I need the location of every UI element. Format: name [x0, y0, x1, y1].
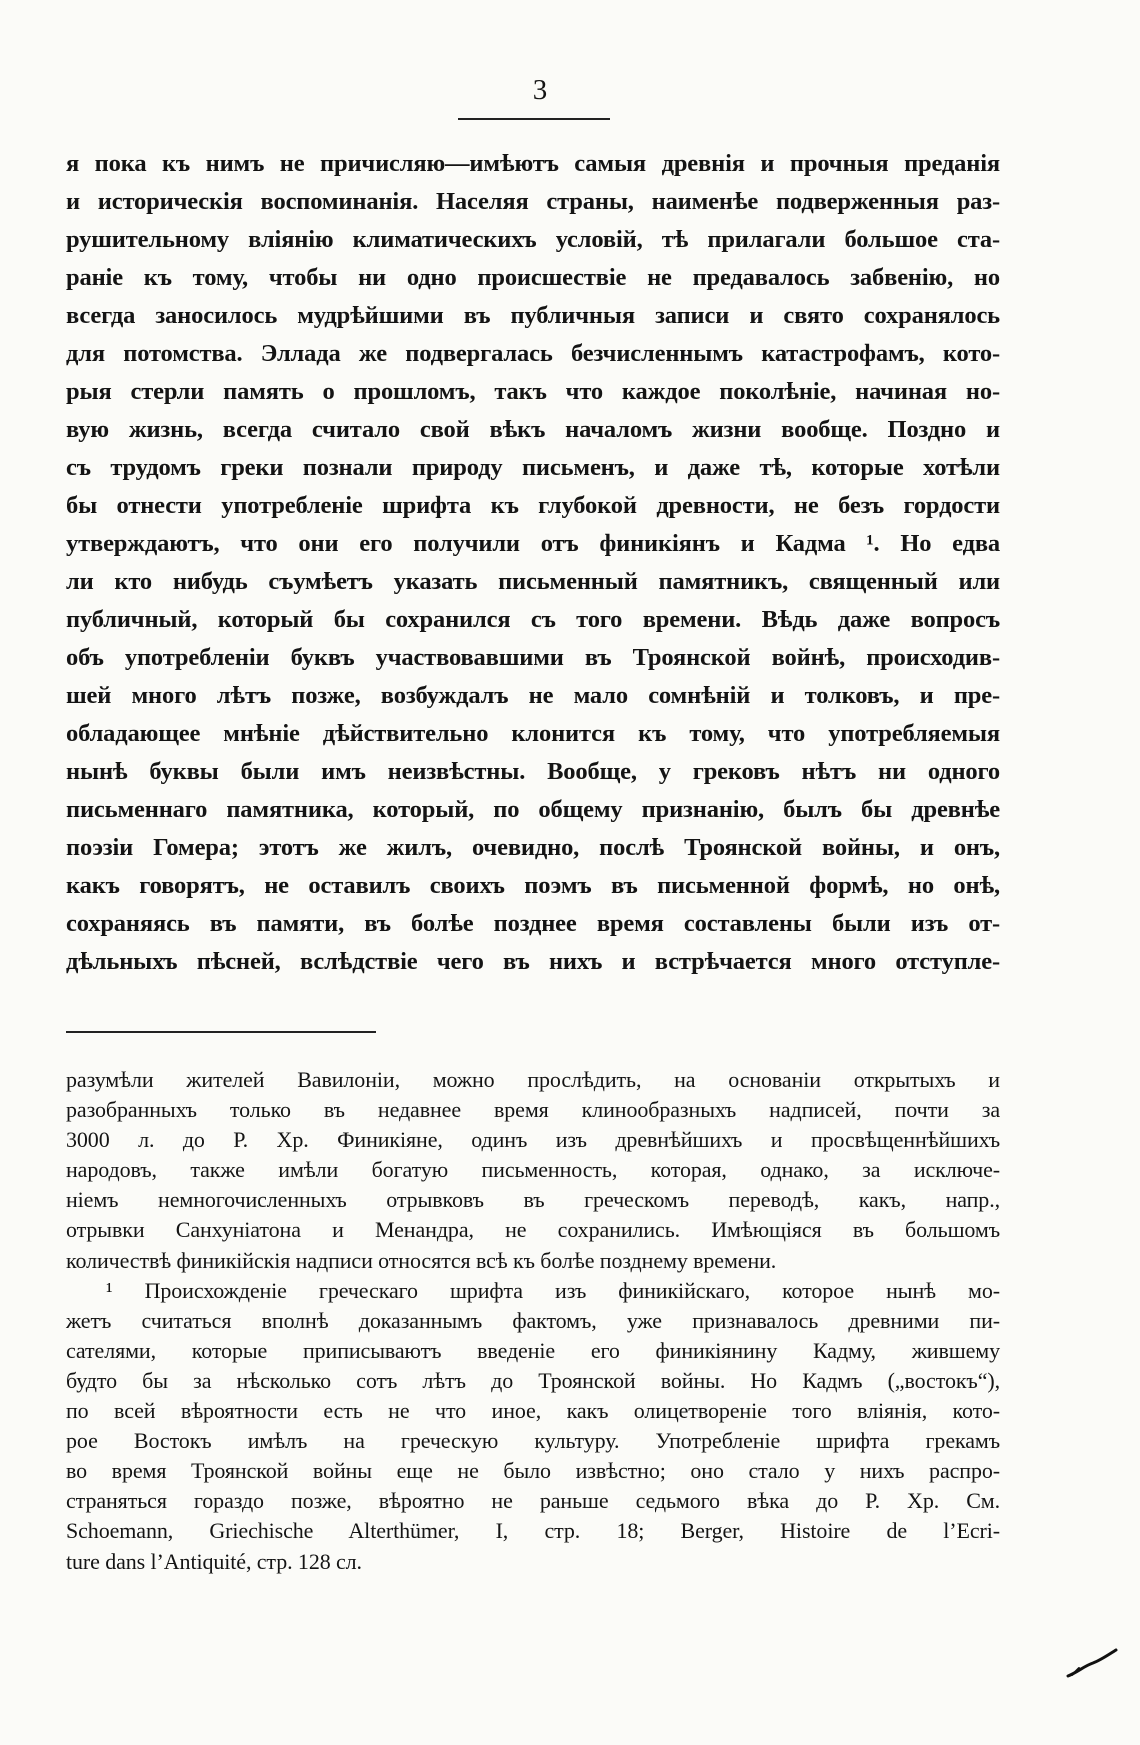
footnote-continued-line: разобранныхъ только въ недавнее время клинообразныхъ надписей, почти за	[66, 1097, 1000, 1123]
footnote-continued-line: отрывки Санхуніатона и Менандра, не сохранились. Имѣющіяся въ большомъ	[66, 1217, 1000, 1243]
footnote-one-line: будто бы за нѣсколько сотъ лѣтъ до Троянской войны. Но Кадмъ („востокъ“),	[66, 1367, 1000, 1393]
main-text-line: для потомства. Эллада же подвергалась безчисленнымъ катастрофамъ, кото-	[66, 340, 1000, 367]
main-text-line: какъ говорятъ, не оставилъ своихъ поэмъ въ письменной формѣ, но онѣ,	[66, 872, 1000, 899]
main-text-line: бы отнести употребленіе шрифта къ глубокой древности, не безъ гордости	[66, 492, 1000, 519]
main-text-line: утверждаютъ, что они его получили отъ финикіянъ и Кадма ¹. Но едва	[66, 530, 1000, 557]
main-text-line: публичный, который бы сохранился съ того времени. Вѣдь даже вопросъ	[66, 606, 1000, 633]
page-number-rule	[458, 118, 610, 120]
page-number: 3	[532, 74, 548, 106]
main-text-line: раніе къ тому, чтобы ни одно происшествіе не предавалось забвенію, но	[66, 264, 1000, 291]
printer-mark-icon	[1066, 1647, 1118, 1681]
footnote-one-line: страняться гораздо позже, вѣроятно не раньше седьмого вѣка до Р. Хр. См.	[66, 1488, 1000, 1514]
footnote-continued-line: ніемъ немногочисленныхъ отрывковъ въ греческомъ переводѣ, какъ, напр.,	[66, 1187, 1000, 1213]
footnote-one-line: сателями, которые приписываютъ введеніе его финикіянину Кадму, жившему	[66, 1337, 1000, 1363]
main-text-line: всегда заносилось мудрѣйшими въ публичныя записи и свято сохранялось	[66, 302, 1000, 329]
footnote-separator	[66, 1031, 376, 1033]
footnote-one-line: ture dans l’Antiquité, стр. 128 сл.	[66, 1548, 362, 1574]
main-text-line: и историческія воспоминанія. Населяя страны, наименѣе подверженныя раз-	[66, 188, 1000, 215]
footnote-continued-line: количествѣ финикійскія надписи относятся всѣ къ болѣе позднему времени.	[66, 1247, 777, 1273]
main-text-line: объ употребленіи буквъ участвовавшими въ Троянской войнѣ, происходив-	[66, 644, 1000, 671]
footnotes	[66, 1065, 1000, 1577]
main-text-line: шей много лѣтъ позже, возбуждалъ не мало сомнѣній и толковъ, и пре-	[66, 682, 1000, 709]
footnote-continued-line: разумѣли жителей Вавилоніи, можно прослѣдить, на основаніи открытыхъ и	[66, 1067, 1000, 1092]
main-text-line: рыя стерли память о прошломъ, такъ что каждое поколѣніе, начиная но-	[66, 378, 1000, 405]
main-text-line: дѣльныхъ пѣсней, вслѣдствіе чего въ нихъ и встрѣчается много отступле-	[66, 948, 1000, 975]
main-text-line: рушительному вліянію климатическихъ условій, тѣ прилагали большое ста-	[66, 226, 1000, 253]
footnote-one-line: по всей вѣроятности есть не что иное, какъ олицетвореніе того вліянія, кото-	[66, 1398, 1000, 1424]
main-text-line: съ трудомъ греки познали природу письменъ, и даже тѣ, которые хотѣли	[66, 454, 1000, 481]
footnote-one-line: ¹ Происхожденіе греческаго шрифта изъ финикійскаго, которое нынѣ мо-	[106, 1277, 1000, 1303]
main-text-line: сохраняясь въ памяти, въ болѣе позднее время составлены были изъ от-	[66, 910, 1000, 937]
main-text-line: ли кто нибудь съумѣетъ указать письменный памятникъ, священный или	[66, 568, 1000, 595]
main-text	[66, 145, 1000, 981]
footnote-continued-line: народовъ, также имѣли богатую письменность, которая, однако, за исключе-	[66, 1157, 1000, 1183]
footnote-one-line: рое Востокъ имѣлъ на греческую культуру. Употребленіе шрифта грекамъ	[66, 1428, 1000, 1454]
footnote-continued-line: 3000 л. до Р. Хр. Финикіяне, одинъ изъ древнѣйшихъ и просвѣщеннѣйшихъ	[66, 1127, 1000, 1153]
footnote-one-line: жетъ считаться вполнѣ доказаннымъ фактомъ, уже признавалось древними пи-	[66, 1307, 1000, 1333]
main-text-line: обладающее мнѣніе дѣйствительно клонится къ тому, что употребляемыя	[66, 720, 1000, 747]
main-text-line: поэзіи Гомера; этотъ же жилъ, очевидно, послѣ Троянской войны, и онъ,	[66, 834, 1000, 861]
footnote-one-line: Schoemann, Griechische Alterthümer, I, стр. 18; Berger, Histoire de l’Ecri-	[66, 1518, 1000, 1544]
main-text-line: нынѣ буквы были имъ неизвѣстны. Вообще, у грековъ нѣтъ ни одного	[66, 758, 1000, 785]
main-text-line: письменнаго памятника, который, по общему признанію, былъ бы древнѣе	[66, 796, 1000, 823]
main-text-line: вую жизнь, всегда считало свой вѣкъ началомъ жизни вообще. Поздно и	[66, 416, 1000, 443]
main-text-line: я пока къ нимъ не причисляю—имѣютъ самыя древнія и прочныя преданія	[66, 150, 1000, 177]
footnote-one-line: во время Троянской войны еще не было извѣстно; оно стало у нихъ распро-	[66, 1458, 1000, 1484]
